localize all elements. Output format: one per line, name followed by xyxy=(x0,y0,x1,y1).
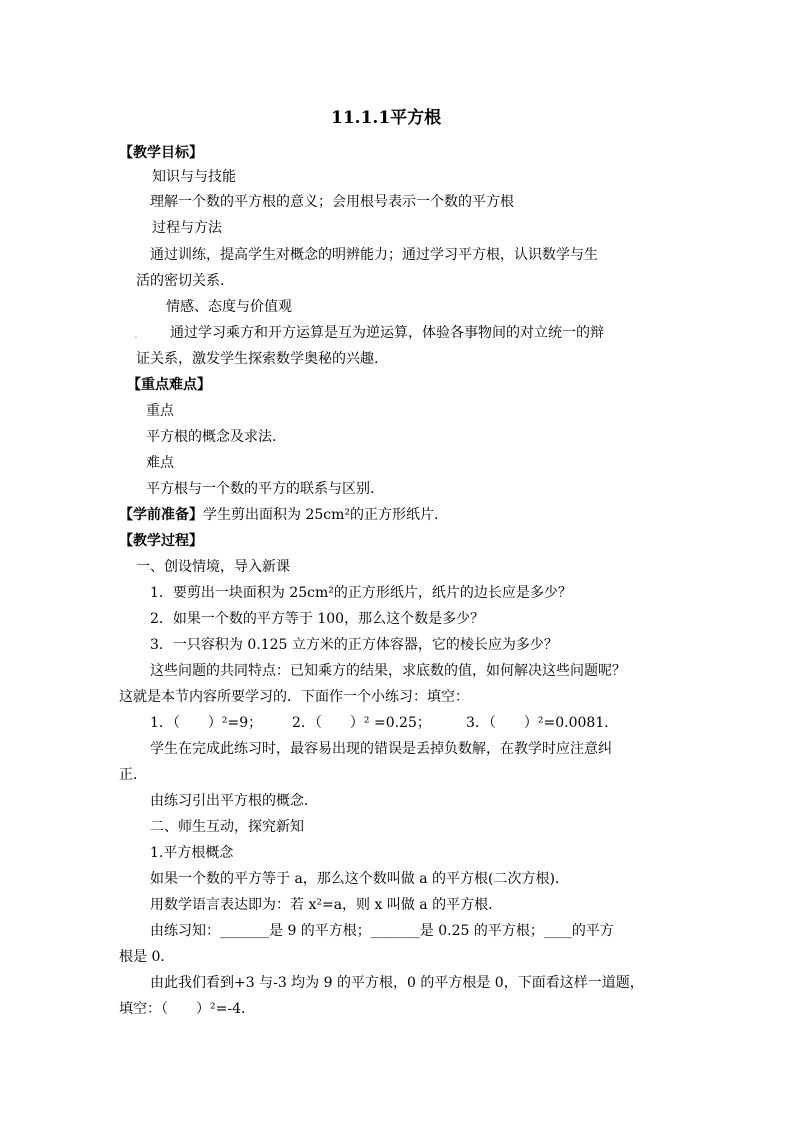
prep-line xyxy=(119,506,438,524)
question-3: 3．一只容积为 0.125 立方米的正方体容器，它的棱长应为多少？ xyxy=(150,637,558,653)
objectives-sub-knowledge: 知识与与技能 xyxy=(152,169,236,185)
paragraph-3: 由练习引出平方根的概念． xyxy=(150,793,318,809)
exercise-2: 2．（ ）² =0.25； xyxy=(292,715,431,731)
paragraph-2b: 正． xyxy=(119,767,147,783)
objectives-sub-process: 过程与方法 xyxy=(152,220,222,236)
exercise-1: 1．（ ）²=9； xyxy=(150,715,263,731)
observation-line-b: 填空：（ ）²=-4． xyxy=(119,1001,255,1017)
objectives-line-2a: 通过训练，提高学生对概念的明辨能力；通过学习平方根，认识数学与生 xyxy=(150,247,598,263)
step-1-heading: 一、创设情境，导入新课 xyxy=(136,559,290,575)
question-1: 1．要剪出一块面积为 25cm²的正方形纸片，纸片的边长应是多少？ xyxy=(150,585,572,601)
keypoints-heading: 【重点难点】 xyxy=(127,377,211,393)
paragraph-1a: 这些问题的共同特点：已知乘方的结果，求底数的值，如何解决这些问题呢？ xyxy=(150,663,626,679)
step-2-heading: 二、师生互动，探究新知 xyxy=(150,819,304,835)
definition-text: 如果一个数的平方等于 a，那么这个数叫做 a 的平方根(二次方根)． xyxy=(150,871,569,887)
math-language-text: 用数学语言表达即为：若 x²=a，则 x 叫做 a 的平方根． xyxy=(150,897,503,913)
process-heading: 【教学过程】 xyxy=(119,533,203,549)
fill-in-line-a: 由练习知：_______是 9 的平方根；_______是 0.25 的平方根；____的平方 xyxy=(150,923,614,939)
focus-text: 平方根的概念及求法. xyxy=(146,429,277,445)
paragraph-1b: 这就是本节内容所要学习的．下面作一个小练习：填空： xyxy=(119,689,469,705)
paragraph-2a: 学生在完成此练习时，最容易出现的错误是丢掉负数解，在教学时应注意纠 xyxy=(150,741,612,757)
stray-mark: . xyxy=(134,327,138,341)
objectives-line-2b: 活的密切关系. xyxy=(136,273,225,289)
exercise-3: 3．（ ）²=0.0081． xyxy=(466,715,619,731)
objectives-line-1: 理解一个数的平方根的意义；会用根号表示一个数的平方根 xyxy=(150,194,514,210)
objectives-heading: 【教学目标】 xyxy=(119,145,203,161)
concept-subheading: 1.平方根概念 xyxy=(150,845,234,861)
observation-line-a: 由此我们看到+3 与-3 均为 9 的平方根，0 的平方根是 0，下面看这样一道题， xyxy=(150,975,644,991)
question-2: 2．如果一个数的平方等于 100，那么这个数是多少？ xyxy=(150,611,485,627)
prep-text: 学生剪出面积为 25cm²的正方形纸片. xyxy=(203,507,439,523)
page-title: 11.1.1平方根 xyxy=(331,108,442,128)
objectives-sub-attitude: 情感、态度与价值观 xyxy=(166,299,292,315)
fill-in-line-b: 根是 0． xyxy=(119,949,175,965)
focus-label: 重点 xyxy=(146,403,174,419)
objectives-line-3b: 证关系，激发学生探索数学奥秘的兴趣. xyxy=(136,351,379,367)
prep-heading: 【学前准备】 xyxy=(119,507,203,523)
difficulty-text: 平方根与一个数的平方的联系与区别. xyxy=(146,481,375,497)
objectives-line-3a: 通过学习乘方和开方运算是互为逆运算，体验各事物间的对立统一的辩 xyxy=(170,325,604,341)
difficulty-label: 难点 xyxy=(146,455,174,471)
